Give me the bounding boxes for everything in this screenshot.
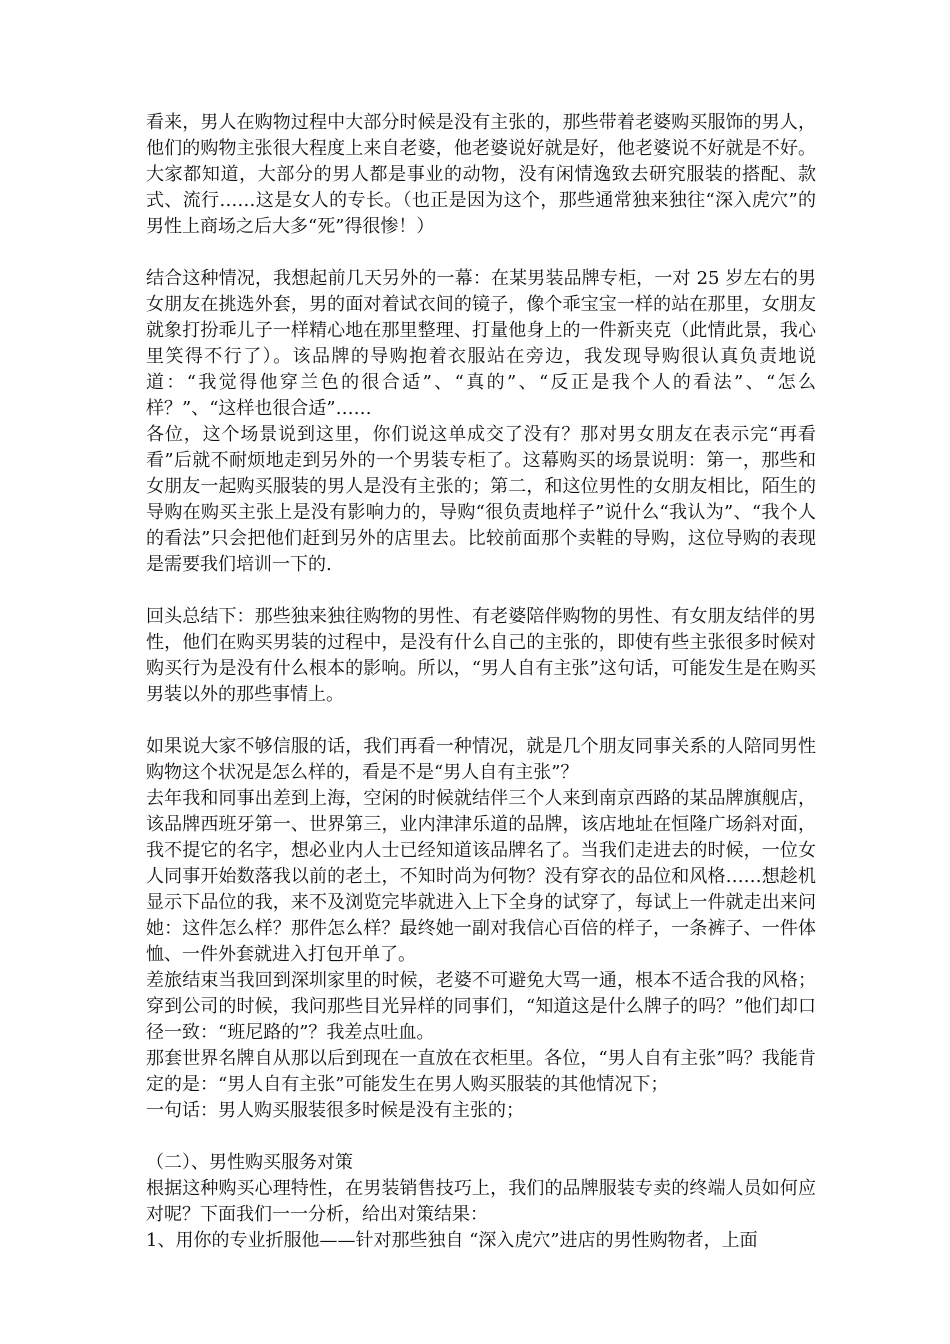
paragraph-gap	[146, 1124, 816, 1150]
paragraph-couple-scene: 结合这种情况，我想起前几天另外的一幕：在某男装品牌专柜，一对 25 岁左右的男女朋友在挑选外套，男的面对着试衣间的镜子，像个乖宝宝一样的站在那里，女朋友就象打扮乖儿子一样精心地在那里整理、打量他身上的一件新夹克（此情此景，我心里笑得不行了）。该品牌的导购抱着衣服站在旁边，我发现导购很认真负责地说道：“我觉得他穿兰色的很合适”、“真的”、“反正是我个人的看法”、“怎么样？”、“这样也很合适”……	[146, 268, 816, 419]
document-page	[146, 110, 816, 1254]
paragraph-shopping-opinion: 看来，男人在购物过程中大部分时候是没有主张的，那些带着老婆购买服饰的男人，他们的购物主张很大程度上来自老婆，他老婆说好就是好，他老婆说不好就是不好。大家都知道，大部分的男人都是事业的动物，没有闲情逸致去研究服装的搭配、款式、流行……这是女人的专长。（也正是因为这个，那些通常独来独往“深入虎穴”的男性上商场之后大多“死”得很惨！）	[146, 112, 816, 237]
paragraph-gap	[146, 708, 816, 734]
paragraph-strategy-one: 1、用你的专业折服他——针对那些独自 “深入虎穴”进店的男性购物者，上面	[146, 1230, 758, 1251]
paragraph-friends-question: 如果说大家不够信服的话，我们再看一种情况，就是几个朋友同事关系的人陪同男性购物这个状况是怎么样的，看是不是“男人自有主张”？	[146, 736, 816, 783]
paragraph-brand-closet: 那套世界名牌自从那以后到现在一直放在衣柜里。各位，“男人自有主张”吗？我能肯定的是：“男人自有主张”可能发生在男人购买服装的其他情况下；	[146, 1048, 816, 1095]
paragraph-shanghai-story: 去年我和同事出差到上海，空闲的时候就结伴三个人来到南京西路的某品牌旗舰店，该品牌西班牙第一、世界第三，业内津津乐道的品牌，该店地址在恒隆广场斜对面，我不提它的名字，想必业内人士已经知道该品牌名了。当我们走进去的时候，一位女人同事开始数落我以前的老土，不知时尚为何物？没有穿衣的品位和风格……想趁机显示下品位的我，来不及浏览完毕就进入上下全身的试穿了，每试上一件就走出来问她：这件怎么样？那件怎么样？最终她一副对我信心百倍的样子，一条裤子、一件体恤、一件外套就进入打包开单了。	[146, 788, 816, 965]
section-heading: （二）、男性购买服务对策	[146, 1152, 353, 1173]
paragraph-summary: 回头总结下：那些独来独往购物的男性、有老婆陪伴购物的男性、有女朋友结伴的男性，他们在购买男装的过程中，是没有什么自己的主张的，即使有些主张很多时候对购买行为是没有什么根本的影响。所以，“男人自有主张”这句话，可能发生是在购买男装以外的那些事情上。	[146, 606, 816, 705]
paragraph-shenzhen-return: 差旅结束当我回到深圳家里的时候，老婆不可避免大骂一通，根本不适合我的风格；穿到公司的时候，我问那些目光异样的同事们，“知道这是什么牌子的吗？”他们却口径一致：“班尼路的”？我差点吐血。	[146, 970, 816, 1043]
paragraph-conclusion: 一句话：男人购买服装很多时候是没有主张的；	[146, 1100, 524, 1121]
paragraph-strategy-intro: 根据这种购买心理特性，在男装销售技巧上，我们的品牌服装专卖的终端人员如何应对呢？下面我们一一分析，给出对策结果：	[146, 1178, 816, 1225]
paragraph-scene-analysis: 各位，这个场景说到这里，你们说这单成交了没有？那对男女朋友在表示完“再看看”后就不耐烦地走到另外的一个男装专柜了。这幕购买的场景说明：第一，那些和女朋友一起购买服装的男人是没有主张的；第二，和这位男性的女朋友相比，陌生的导购在购买主张上是没有影响力的，导购“很负责地样子”说什么“我认为”、“我个人的看法”只会把他们赶到另外的店里去。比较前面那个卖鞋的导购，这位导购的表现是需要我们培训一下的.	[146, 424, 816, 575]
paragraph-gap	[146, 240, 816, 266]
paragraph-gap	[146, 578, 816, 604]
